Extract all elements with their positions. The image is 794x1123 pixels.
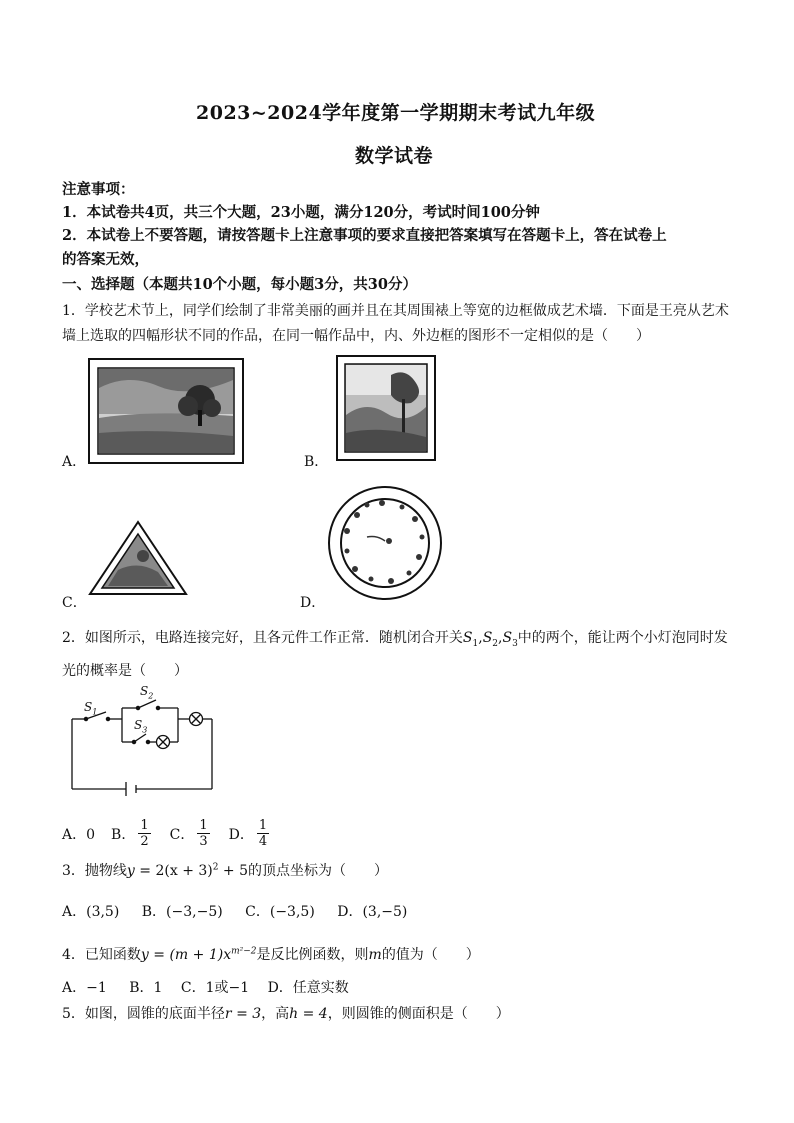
q2-option-c: C． xyxy=(169,826,195,843)
q5-stem: 5．如图，圆锥的底面半径r = 3，高h = 4，则圆锥的侧面积是（ ） xyxy=(62,1006,510,1022)
q4-formula-exponent: m²−2 xyxy=(231,946,257,957)
q2-option-b-fraction: $\frac{1}{2}$ xyxy=(140,818,149,849)
q3-option-a: A．(3,5) xyxy=(62,904,120,920)
q1-line2: 墙上选取的四幅形状不同的作品，在同一幅作品中，内、外边框的图形不一定相似的是（ ） xyxy=(62,328,650,344)
notes-item-1: 1．本试卷共4页，共三个大题，23小题，满分120分，考试时间100分钟 xyxy=(62,204,540,221)
q2-diagram-label-s3: $S_3$ xyxy=(134,718,148,735)
q2-comma1: , xyxy=(478,630,483,646)
q2-line1 xyxy=(62,627,728,649)
q2-comma2: , xyxy=(498,630,503,646)
q5-height: h = 4 xyxy=(289,1006,328,1022)
q2-s1: S xyxy=(462,630,473,646)
q1-option-a-label: A． xyxy=(62,454,87,470)
notes-item-2-line1: 2．本试卷上不要答题，请按答题卡上注意事项的要求直接把答案填写在答题卡上，答在试卷上 xyxy=(62,227,667,244)
q2-s1-sub: 1 xyxy=(472,638,479,649)
q3-options xyxy=(62,901,407,921)
q2-diagram-label-s2: $S_2$ xyxy=(140,684,154,701)
section1-heading: 一、选择题（本题共10个小题，每小题3分，共30分） xyxy=(62,276,417,293)
q3-option-d: D．(3,−5) xyxy=(337,904,408,920)
q1-figure-b-square-painting xyxy=(336,355,436,461)
q2-line1-pre: 2．如图所示，电路连接完好，且各元件工作正常．随机闭合开关 xyxy=(62,630,463,646)
q4-stem: 4．已知函数$y = (m + 1)x^{m^2-2}$是反比例函数，则m的值为（ ） xyxy=(62,946,480,963)
q3-option-b: B．(−3,−5) xyxy=(141,904,223,920)
q4-formula: y = (m + 1)x xyxy=(140,947,232,963)
q1-option-c-label: C． xyxy=(62,595,87,611)
q1-figure-d-circle-painting xyxy=(327,485,443,601)
q1-figure-c-triangle-painting xyxy=(88,520,188,596)
q5-radius: r = 3 xyxy=(224,1006,262,1022)
q4-option-c: C．1或−1 xyxy=(180,980,250,996)
exam-subtitle: 数学试卷 xyxy=(355,145,434,167)
q3-formula-rhs: = 2(x + 3) xyxy=(134,863,213,879)
notes-heading: 注意事项： xyxy=(62,181,135,198)
q2-s3: S xyxy=(502,630,513,646)
q1-option-d-label: D． xyxy=(300,595,326,611)
q4-option-b: B．1 xyxy=(129,980,163,996)
q2-option-b: B． xyxy=(111,826,136,843)
q2-options xyxy=(62,818,272,849)
q3-stem: 3．抛物线$y = 2(x + 3)^2 + 5$的顶点坐标为（ ） xyxy=(62,862,389,879)
exam-title: 2023~2024学年度第一学期期末考试九年级 xyxy=(196,102,596,124)
q1-figure-a-rect-painting xyxy=(88,358,244,464)
q4-options xyxy=(62,977,349,997)
q1-option-b-label: B． xyxy=(304,454,329,470)
q2-diagram-label-s1: $S_1$ xyxy=(84,700,98,717)
notes-item-2-line2: 的答案无效， xyxy=(62,251,149,268)
q2-s2-sub: 2 xyxy=(492,638,499,649)
q2-option-c-fraction: $\frac{1}{3}$ xyxy=(199,818,208,849)
q3-formula-y: y xyxy=(126,863,135,879)
q3-option-c: C．(−3,5) xyxy=(245,904,315,920)
q4-option-d: D．任意实数 xyxy=(267,980,349,996)
q2-option-d: D． xyxy=(228,826,254,843)
q2-option-a: A．0 xyxy=(62,826,96,843)
q2-line1-post: 中的两个，能让两个小灯泡同时发 xyxy=(517,630,728,646)
q2-option-d-fraction: $\frac{1}{4}$ xyxy=(258,818,268,849)
q2-s2: S xyxy=(482,630,493,646)
q2-s3-sub: 3 xyxy=(512,638,518,649)
q2-line2: 光的概率是（ ） xyxy=(62,663,188,679)
q4-option-a: A．−1 xyxy=(62,980,107,996)
q1-line1: 1．学校艺术节上，同学们绘制了非常美丽的画并且在其周围裱上等宽的边框做成艺术墙．下面是王亮从艺术 xyxy=(62,303,729,319)
